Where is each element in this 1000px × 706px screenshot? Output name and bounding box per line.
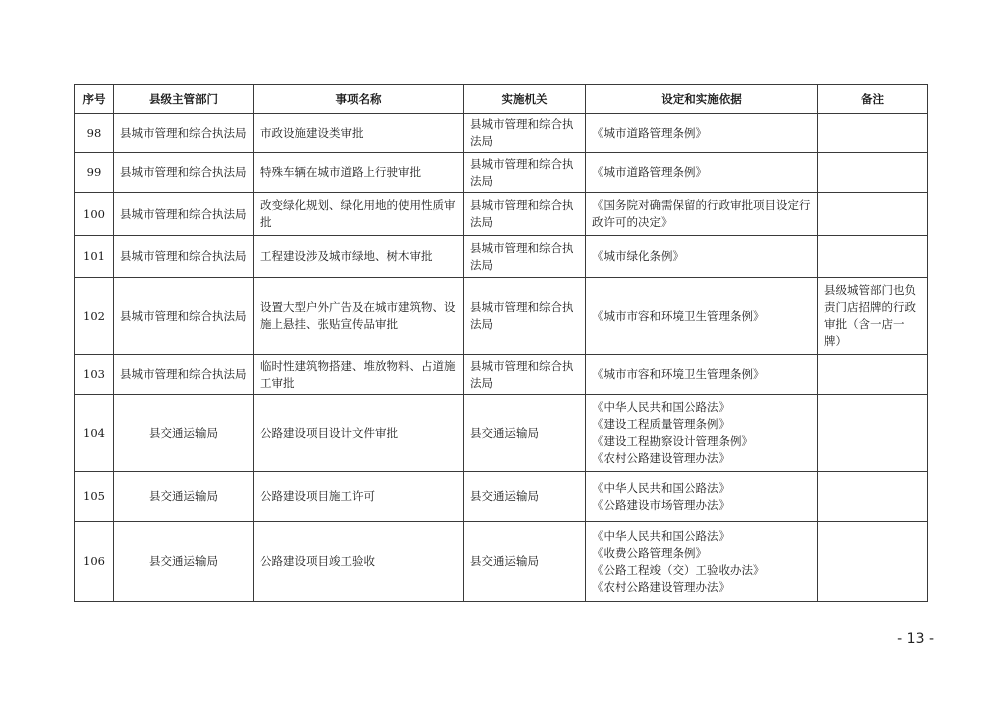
basis-line: 《中华人民共和国公路法》 — [592, 400, 730, 414]
basis-line: 《农村公路建设管理办法》 — [592, 451, 730, 465]
cell-item: 工程建设涉及城市绿地、树木审批 — [254, 236, 464, 278]
table-row — [75, 193, 928, 236]
basis-line: 《城市绿化条例》 — [592, 249, 684, 263]
cell-agency: 县交通运输局 — [464, 395, 586, 472]
header-agency: 实施机关 — [464, 85, 586, 114]
cell-seq: 99 — [75, 153, 114, 193]
cell-seq: 98 — [75, 114, 114, 153]
table-row — [75, 236, 928, 278]
header-seq: 序号 — [75, 85, 114, 114]
cell-dept: 县城市管理和综合执法局 — [114, 278, 254, 355]
basis-line: 《国务院对确需保留的行政审批项目设定行政许可的决定》 — [592, 198, 811, 229]
table-row — [75, 153, 928, 193]
cell-seq: 105 — [75, 472, 114, 522]
cell-seq: 103 — [75, 355, 114, 395]
cell-dept: 县城市管理和综合执法局 — [114, 114, 254, 153]
basis-line: 《城市市容和环境卫生管理条例》 — [592, 367, 765, 381]
basis-line: 《中华人民共和国公路法》 — [592, 528, 730, 543]
cell-note: 县级城管部门也负责门店招牌的行政审批（含一店一牌） — [818, 278, 928, 355]
cell-item: 市政设施建设类审批 — [254, 114, 464, 153]
cell-agency: 县城市管理和综合执法局 — [464, 153, 586, 193]
cell-agency: 县城市管理和综合执法局 — [464, 355, 586, 395]
table-row — [75, 114, 928, 153]
cell-dept: 县交通运输局 — [114, 472, 254, 522]
cell-seq: 102 — [75, 278, 114, 355]
table-body — [75, 114, 928, 602]
cell-item: 临时性建筑物搭建、堆放物料、占道施工审批 — [254, 355, 464, 395]
cell-dept: 县城市管理和综合执法局 — [114, 355, 254, 395]
basis-line: 《中华人民共和国公路法》 — [592, 480, 730, 495]
cell-agency: 县城市管理和综合执法局 — [464, 114, 586, 153]
cell-dept: 县交通运输局 — [114, 522, 254, 602]
basis-line: 《建设工程勘察设计管理条例》 — [592, 434, 753, 448]
cell-agency: 县交通运输局 — [464, 472, 586, 522]
basis-line: 《城市道路管理条例》 — [592, 165, 707, 179]
basis-line: 《城市市容和环境卫生管理条例》 — [592, 308, 765, 323]
cell-agency: 县城市管理和综合执法局 — [464, 236, 586, 278]
approval-items-table — [74, 84, 928, 602]
cell-note — [818, 236, 928, 278]
cell-item: 公路建设项目设计文件审批 — [254, 395, 464, 472]
cell-note — [818, 472, 928, 522]
cell-basis — [586, 114, 818, 153]
cell-basis — [586, 153, 818, 193]
cell-dept: 县城市管理和综合执法局 — [114, 236, 254, 278]
basis-line: 《城市道路管理条例》 — [592, 125, 707, 140]
cell-note — [818, 522, 928, 602]
table-row — [75, 472, 928, 522]
cell-note — [818, 355, 928, 395]
header-basis: 设定和实施依据 — [586, 85, 818, 114]
cell-item: 设置大型户外广告及在城市建筑物、设施上悬挂、张贴宣传品审批 — [254, 278, 464, 355]
cell-basis — [586, 193, 818, 236]
cell-basis — [586, 355, 818, 395]
cell-basis — [586, 278, 818, 355]
table-header-row — [75, 85, 928, 114]
basis-line: 《收费公路管理条例》 — [592, 545, 707, 560]
cell-agency: 县交通运输局 — [464, 522, 586, 602]
cell-basis — [586, 472, 818, 522]
cell-dept: 县城市管理和综合执法局 — [114, 153, 254, 193]
cell-note — [818, 193, 928, 236]
cell-note — [818, 114, 928, 153]
header-note: 备注 — [818, 85, 928, 114]
table-row — [75, 355, 928, 395]
cell-seq: 101 — [75, 236, 114, 278]
cell-dept: 县城市管理和综合执法局 — [114, 193, 254, 236]
cell-seq: 100 — [75, 193, 114, 236]
table-row — [75, 395, 928, 472]
cell-agency: 县城市管理和综合执法局 — [464, 278, 586, 355]
cell-basis — [586, 522, 818, 602]
page-number: - 13 - — [897, 631, 934, 647]
cell-dept: 县交通运输局 — [114, 395, 254, 472]
cell-seq: 106 — [75, 522, 114, 602]
cell-item: 公路建设项目施工许可 — [254, 472, 464, 522]
cell-seq: 104 — [75, 395, 114, 472]
basis-line: 《公路工程竣（交）工验收办法》 — [592, 562, 765, 577]
cell-item: 特殊车辆在城市道路上行驶审批 — [254, 153, 464, 193]
basis-line: 《农村公路建设管理办法》 — [592, 579, 730, 594]
cell-item: 公路建设项目竣工验收 — [254, 522, 464, 602]
header-item: 事项名称 — [254, 85, 464, 114]
header-dept: 县级主管部门 — [114, 85, 254, 114]
cell-note — [818, 153, 928, 193]
cell-agency: 县城市管理和综合执法局 — [464, 193, 586, 236]
cell-basis — [586, 236, 818, 278]
cell-note — [818, 395, 928, 472]
table-row — [75, 278, 928, 355]
cell-basis — [586, 395, 818, 472]
table-row — [75, 522, 928, 602]
basis-line: 《建设工程质量管理条例》 — [592, 417, 730, 431]
cell-item: 改变绿化规划、绿化用地的使用性质审批 — [254, 193, 464, 236]
basis-line: 《公路建设市场管理办法》 — [592, 497, 730, 512]
